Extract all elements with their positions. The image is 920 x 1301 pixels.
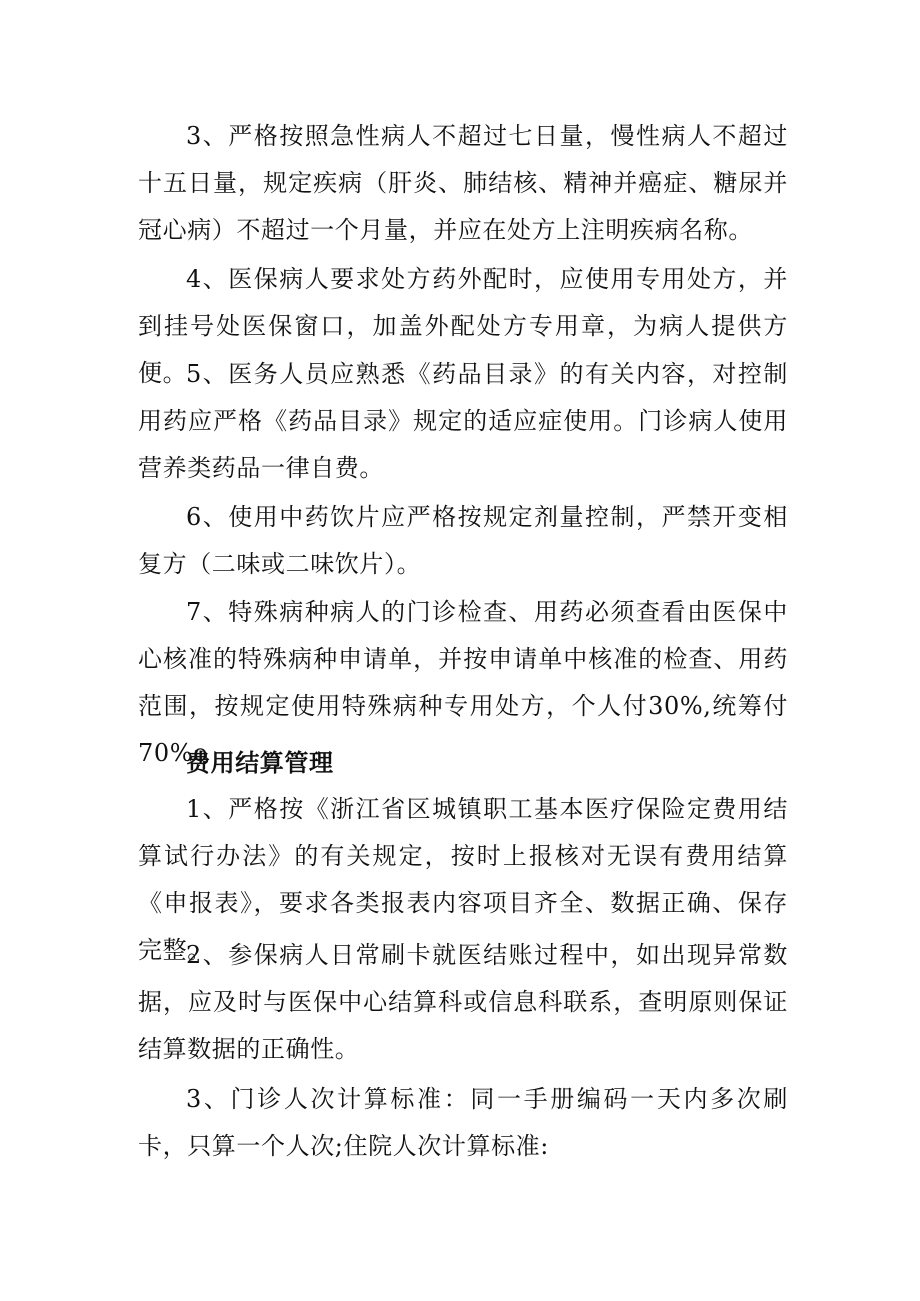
paragraph-drug-catalog: 5、医务人员应熟悉《药品目录》的有关内容，对控制用药应严格《药品目录》规定的适应症使用。门诊病人使用营养类药品一律自费。 <box>138 360 788 482</box>
paragraph-herbal-pieces: 6、使用中药饮片应严格按规定剂量控制，严禁开变相复方（二味或二味饮片）。 <box>138 503 788 578</box>
settlement-item-1: 1、严格按《浙江省区城镇职工基本医疗保险定费用结算试行办法》的有关规定，按时上报核对无误有费用结算《申报表》，要求各类报表内容项目齐全、数据正确、保存完整。 <box>138 795 788 964</box>
paragraph-special-disease: 7、特殊病种病人的门诊检查、用药必须查看由医保中心核准的特殊病种申请单，并按申请单中核准的检查、用药范围，按规定使用特殊病种专用处方，个人付30%,统筹付70%o <box>138 598 788 767</box>
settlement-item-2: 2、参保病人日常刷卡就医结账过程中，如出现异常数据，应及时与医保中心结算科或信息科联系，查明原则保证结算数据的正确性。 <box>138 941 788 1063</box>
section-heading-settlement: 费用结算管理 <box>186 748 334 777</box>
paragraph-external-prescription: 4、医保病人要求处方药外配时，应使用专用处方，并到挂号处医保窗口，加盖外配处方专用章，为病人提供方便。 <box>138 265 788 387</box>
settlement-item-3: 3、门诊人次计算标准：同一手册编码一天内多次刷卡，只算一个人次;住院人次计算标准: <box>138 1085 788 1160</box>
paragraph-dosage-limits: 3、严格按照急性病人不超过七日量，慢性病人不超过十五日量，规定疾病（肝炎、肺结核、精神并癌症、糖尿并冠心病）不超过一个月量，并应在处方上注明疾病名称。 <box>138 122 788 244</box>
